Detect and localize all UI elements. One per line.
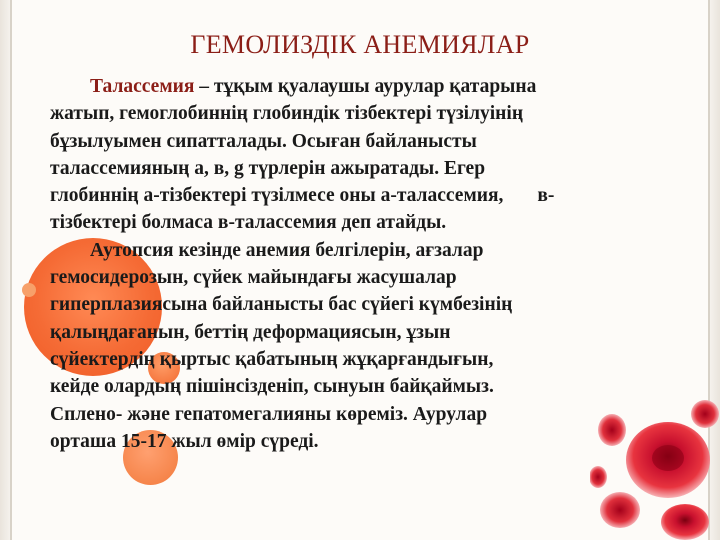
text-line: қалыңдағанын, беттің деформациясын, ұзын [50, 321, 451, 343]
paragraph-autopsy [50, 237, 650, 455]
text-line: гемосидерозын, сүйек майындағы жасушалар [50, 267, 457, 289]
text-line: орташа 15-17 жыл өмір сүреді. [50, 430, 319, 452]
text-line: тізбектері болмаса в-талассемия деп атайды. [50, 212, 447, 234]
text-line: гиперплазиясына байланысты бас сүйегі күмбезінің [50, 294, 513, 316]
text-line: кейде олардың пішінсізденіп, сынуын байқаймыз. [50, 376, 494, 398]
orange-circle-tiny [22, 283, 36, 297]
text-line: в- [537, 185, 555, 207]
term-thalassemia: Талассемия [90, 76, 195, 97]
slide-body [50, 73, 650, 455]
text-line: сүйектердің қыртыс қабатының жұқарғандығын, [50, 348, 494, 370]
text-line: Спленo- және гепатомегалияны көреміз. Аурулар [50, 403, 488, 425]
text-line: жатып, гемоглобиннің глобиндік тізбектері түзілуінің [50, 103, 524, 125]
text-line: – тұқым қуалаушы аурулар қатарына [194, 76, 537, 97]
text-line: Аутопсия кезінде анемия белгілерін, ағзалар [90, 239, 484, 261]
slide-frame-left [0, 0, 12, 540]
text-line: талассемияның а, в, g түрлерін ажыратады. Егер [50, 157, 486, 179]
paragraph-thalassemia [50, 73, 650, 237]
slide-title: ГЕМОЛИЗДІК АНЕМИЯЛАР [190, 30, 530, 59]
text-line: глобиннің а-тізбектері түзілмесе оны а-талассемия, [50, 185, 504, 207]
text-line: бұзылуымен сипатталады. Осыған байланысты [50, 130, 477, 152]
